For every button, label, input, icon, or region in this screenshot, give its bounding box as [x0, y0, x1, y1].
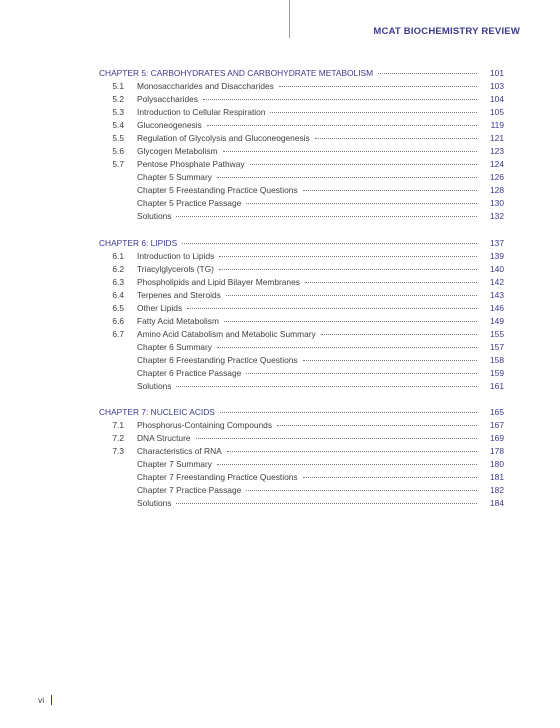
section-number: 6.4 [112, 289, 124, 300]
entry-title: Solutions [137, 211, 172, 221]
page-number: 165 [490, 407, 504, 417]
toc-entry[interactable] [99, 158, 504, 171]
dot-leader [176, 503, 477, 504]
page-number: 181 [490, 472, 504, 482]
toc-entry[interactable] [99, 315, 504, 328]
page-number: 158 [490, 354, 504, 365]
toc-entry[interactable] [99, 119, 504, 132]
section-number: 6.6 [112, 315, 124, 326]
page-number: 121 [490, 133, 504, 143]
page-number: 101 [490, 68, 504, 78]
dot-leader [187, 308, 477, 309]
toc-entry[interactable] [99, 210, 504, 223]
toc-entry[interactable] [99, 145, 504, 158]
page-number: 157 [490, 341, 504, 352]
section-number: 5.4 [112, 120, 124, 130]
dot-leader [246, 203, 477, 204]
page-number: 124 [490, 159, 504, 169]
running-head: MCAT BIOCHEMISTRY REVIEW [373, 26, 520, 37]
toc-entry[interactable] [99, 458, 504, 471]
entry-title: Chapter 5 Summary [137, 172, 212, 182]
toc-entry[interactable] [99, 419, 504, 432]
page-number: 103 [490, 81, 504, 91]
section-number: 7.2 [112, 433, 124, 443]
page-number: 137 [490, 237, 504, 248]
dot-leader [182, 243, 477, 244]
page-number: 143 [490, 289, 504, 300]
toc-entry[interactable] [99, 354, 504, 367]
dot-leader [223, 151, 477, 152]
toc-entry[interactable] [99, 471, 504, 484]
dot-leader [378, 73, 477, 74]
entry-title: Chapter 7 Freestanding Practice Questions [137, 472, 298, 482]
page-number: 184 [490, 498, 504, 508]
page-number: 159 [490, 367, 504, 378]
chapter-title: CHAPTER 6: LIPIDS [99, 237, 178, 248]
toc-entry[interactable] [99, 93, 504, 106]
dot-leader [219, 269, 477, 270]
entry-title: Phosphorus-Containing Compounds [137, 420, 273, 430]
chapter-block [99, 237, 504, 393]
page-number: 142 [490, 276, 504, 287]
dot-leader [176, 386, 477, 387]
dot-leader [217, 177, 477, 178]
page-number: 132 [490, 211, 504, 221]
entry-title: Fatty Acid Metabolism [137, 315, 219, 326]
entry-title: Introduction to Lipids [137, 250, 215, 261]
entry-title: Monosaccharides and Disaccharides [137, 81, 274, 91]
entry-title: Amino Acid Catabolism and Metabolic Summary [137, 328, 316, 339]
section-number: 5.2 [112, 94, 124, 104]
page-number: 178 [490, 446, 504, 456]
page-number: 140 [490, 263, 504, 274]
page-number: 169 [490, 433, 504, 443]
chapter-title: CHAPTER 7: NUCLEIC ACIDS [99, 407, 215, 417]
toc-entry[interactable] [99, 263, 504, 276]
dot-leader [246, 373, 477, 374]
entry-title: Solutions [137, 498, 172, 508]
section-number: 6.3 [112, 276, 124, 287]
dot-leader [303, 190, 477, 191]
dot-leader [224, 321, 477, 322]
toc-entry[interactable] [99, 276, 504, 289]
toc-entry[interactable] [99, 380, 504, 393]
chapter-block [99, 67, 504, 223]
dot-leader [217, 347, 477, 348]
toc-entry[interactable] [99, 171, 504, 184]
toc-entry[interactable] [99, 80, 504, 93]
page-number: 128 [490, 185, 504, 195]
dot-leader [277, 425, 477, 426]
section-number: 5.5 [112, 133, 124, 143]
entry-title: Other Lipids [137, 302, 183, 313]
entry-title: Regulation of Glycolysis and Gluconeogenesis [137, 133, 310, 143]
page-number: 146 [490, 302, 504, 313]
dot-leader [196, 438, 477, 439]
entry-title: Solutions [137, 380, 172, 391]
page-number: 182 [490, 485, 504, 495]
chapter-heading-row[interactable] [99, 237, 504, 250]
dot-leader [246, 490, 477, 491]
dot-leader [321, 334, 477, 335]
entry-title: Polysaccharides [137, 94, 198, 104]
toc-entry[interactable] [99, 484, 504, 497]
entry-title: Chapter 6 Summary [137, 341, 212, 352]
dot-leader [207, 125, 477, 126]
toc-entry[interactable] [99, 432, 504, 445]
page-folio [38, 695, 52, 705]
chapter-block [99, 406, 504, 510]
entry-title: Chapter 7 Practice Passage [137, 485, 242, 495]
entry-title: Chapter 5 Freestanding Practice Questions [137, 185, 298, 195]
entry-title: Triacylglycerols (TG) [137, 263, 214, 274]
section-number: 5.3 [112, 107, 124, 117]
dot-leader [219, 256, 477, 257]
header-divider-rule [289, 0, 290, 38]
entry-title: Chapter 6 Practice Passage [137, 367, 242, 378]
dot-leader [227, 451, 477, 452]
page-number: 104 [490, 94, 504, 104]
page-number: 167 [490, 420, 504, 430]
chapter-heading-row[interactable] [99, 67, 504, 80]
entry-title: DNA Structure [137, 433, 191, 443]
section-number: 7.1 [112, 420, 124, 430]
page-number: 161 [490, 380, 504, 391]
page-number: 180 [490, 459, 504, 469]
dot-leader [226, 295, 477, 296]
page-number: 119 [490, 120, 504, 130]
section-number: 5.7 [112, 159, 124, 169]
page-number: 126 [490, 172, 504, 182]
dot-leader [303, 360, 477, 361]
dot-leader [303, 477, 477, 478]
entry-title: Chapter 5 Practice Passage [137, 198, 242, 208]
page-number: 155 [490, 328, 504, 339]
toc-entry[interactable] [99, 341, 504, 354]
toc-entry[interactable] [99, 445, 504, 458]
toc-entry[interactable] [99, 328, 504, 341]
toc-entry[interactable] [99, 197, 504, 210]
entry-title: Terpenes and Steroids [137, 289, 221, 300]
entry-title: Phospholipids and Lipid Bilayer Membranes [137, 276, 300, 287]
chapter-heading-row[interactable] [99, 406, 504, 419]
chapter-title: CHAPTER 5: CARBOHYDRATES AND CARBOHYDRATE METABOLISM [99, 68, 374, 78]
entry-title: Characteristics of RNA [137, 446, 222, 456]
page-number: 130 [490, 198, 504, 208]
page-number: 105 [490, 107, 504, 117]
toc-entry[interactable] [99, 497, 504, 510]
toc-entry[interactable] [99, 302, 504, 315]
entry-title: Chapter 6 Freestanding Practice Questions [137, 354, 298, 365]
entry-title: Introduction to Cellular Respiration [137, 107, 266, 117]
dot-leader [305, 282, 477, 283]
section-number: 5.6 [112, 146, 124, 156]
dot-leader [279, 86, 477, 87]
entry-title: Glycogen Metabolism [137, 146, 218, 156]
toc-entry[interactable] [99, 250, 504, 263]
page-number: 123 [490, 146, 504, 156]
dot-leader [220, 412, 477, 413]
dot-leader [176, 216, 477, 217]
entry-title: Chapter 7 Summary [137, 459, 212, 469]
section-number: 6.7 [112, 328, 124, 339]
dot-leader [315, 138, 477, 139]
folio-number: vi [38, 695, 45, 705]
section-number: 5.1 [112, 81, 124, 91]
section-number: 6.5 [112, 302, 124, 313]
page-number: 139 [490, 250, 504, 261]
section-number: 6.2 [112, 263, 124, 274]
folio-bar [51, 695, 52, 705]
entry-title: Gluconeogenesis [137, 120, 202, 130]
toc-entry[interactable] [99, 132, 504, 145]
page-number: 149 [490, 315, 504, 326]
dot-leader [250, 164, 477, 165]
toc-entry[interactable] [99, 184, 504, 197]
toc-entry[interactable] [99, 106, 504, 119]
table-of-contents [99, 67, 504, 524]
toc-entry[interactable] [99, 289, 504, 302]
dot-leader [270, 112, 477, 113]
section-number: 6.1 [112, 250, 124, 261]
dot-leader [203, 99, 477, 100]
dot-leader [217, 464, 477, 465]
entry-title: Pentose Phosphate Pathway [137, 159, 245, 169]
toc-entry[interactable] [99, 367, 504, 380]
section-number: 7.3 [112, 446, 124, 456]
